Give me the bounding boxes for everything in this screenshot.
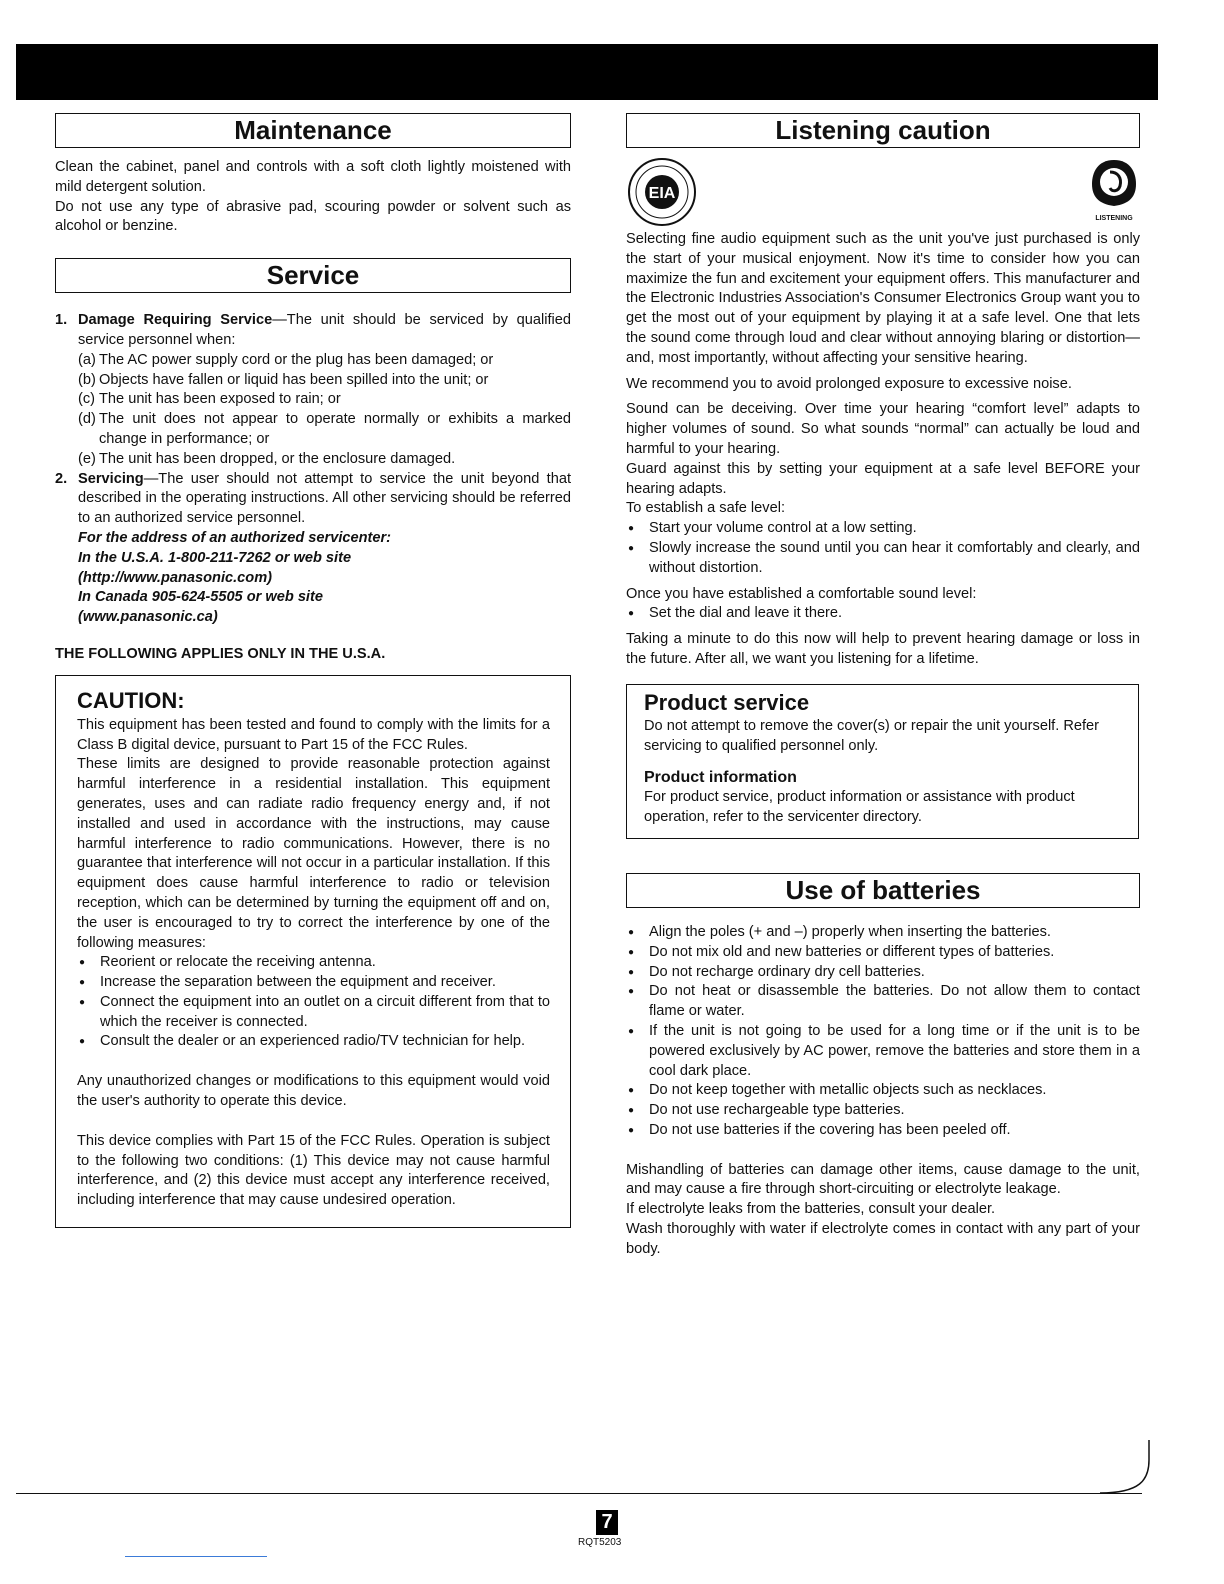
service-item-damage: [55, 311, 571, 469]
battery-rule: ● Do not keep together with metallic objects such as necklaces.: [626, 1081, 1140, 1101]
caution-box: [55, 675, 571, 1228]
service-subitem: [78, 351, 571, 371]
listening-para-5: To establish a safe level:: [626, 500, 785, 517]
header-bar: [16, 44, 1158, 100]
subitem-label: (b): [78, 371, 96, 388]
battery-rule: ● Do not recharge ordinary dry cell batteries.: [626, 963, 1140, 983]
listening-para-6: Once you have established a comfortable sound level:: [626, 585, 977, 602]
subitem-label: (c): [78, 391, 96, 408]
battery-rule: ● Align the poles (+ and –) properly when inserting the batteries.: [626, 923, 1140, 943]
svg-text:LISTENING: LISTENING: [1095, 215, 1133, 222]
caution-para-2: These limits are designed to provide reasonable protection against harmful interference in a residential installation. This equipment generates, uses and can radiate radio frequency energy and, if not installed and used in accordance with the instructions, may cause harmful interference to radio communications. However, there is no guarantee that interference will not occur in a particular installation. If this equipment does cause harmful interference to radio or television reception, which can be determined by turning the equipment off and on, the user is encouraged to try to correct the interference by one of the following measures:: [77, 756, 550, 951]
svg-text:EIA: EIA: [648, 185, 676, 202]
safe-level-step: ● Slowly increase the sound until you can hear it comfortably and clearly, and without distortion.: [626, 539, 1140, 579]
address-line: In the U.S.A. 1-800-211-7262 or web site: [78, 549, 352, 566]
service-item-servicing: [55, 470, 571, 628]
maintenance-para-1: Clean the cabinet, panel and controls with a soft cloth lightly moistened with mild detergent solution.: [55, 159, 571, 195]
subitem-text: The unit has been dropped, or the enclosure damaged.: [99, 450, 456, 467]
batteries-title: Use of batteries: [785, 874, 981, 905]
caution-para-1: This equipment has been tested and found to comply with the limits for a Class B digital device, pursuant to Part 15 of the FCC Rules.: [77, 716, 550, 753]
batteries-list: [626, 923, 1140, 1141]
listening-para-1: Selecting fine audio equipment such as the unit you've just purchased is only the start of your musical enjoyment. Now it's time to consider how you can maximize the fun and excitement your equipment offers. This manufacturer and the Electronic Industries Association's Consumer Electronics Group want you to get the most out of your equipment by playing it at a safe level. One that lets the sound come through loud and clear without annoying blaring or distortion—and, most importantly, without affecting your sensitive hearing.: [626, 231, 1140, 366]
service-subitem: [78, 390, 571, 410]
battery-rule: ● If the unit is not going to be used for a long time or if the unit is to be powered exclusively by AC power, remove the batteries and store them in a cool dark place.: [626, 1022, 1140, 1081]
address-link[interactable]: (www.panasonic.ca): [78, 609, 218, 626]
page-corner-curve: [1100, 1440, 1160, 1496]
eia-seal-icon: [626, 156, 698, 228]
listening-para-3: Sound can be deceiving. Over time your hearing “comfort level” adapts to higher volumes of sound. So what sounds “normal” can actually be loud and harmful to your hearing.: [626, 401, 1140, 457]
safe-level-step: ● Start your volume control at a low setting.: [626, 519, 1140, 539]
battery-rule: ● Do not use rechargeable type batteries.: [626, 1101, 1140, 1121]
product-info-text: For product service, product information or assistance with product operation, refer to the servicenter directory.: [644, 789, 1075, 826]
right-column: [626, 113, 1140, 1260]
service-subitem: [78, 410, 571, 450]
caution-para-3: Any unauthorized changes or modifications to this equipment would void the user's authority to operate this device.: [77, 1073, 550, 1110]
safe-level-steps: [626, 519, 1140, 578]
service-subitem: [78, 371, 571, 391]
listening-title: Listening caution: [775, 115, 991, 145]
service-item-text: —The user should not attempt to service the unit beyond that described in the operating instructions. All other servicing should be referred to an authorized service personnel.: [78, 470, 571, 527]
caution-measure: ● Consult the dealer or an experienced radio/TV technician for help.: [77, 1032, 550, 1052]
service-item-bold: Damage Requiring Service: [78, 312, 273, 329]
service-item-number: 2.: [55, 470, 68, 487]
address-line: In Canada 905-624-5505 or web site: [78, 589, 323, 606]
listening-para-7: Taking a minute to do this now will help to prevent hearing damage or loss in the future. After all, we want you listening for a lifetime.: [626, 631, 1140, 667]
batteries-para-3: Wash thoroughly with water if electrolyte comes in contact with any part of your body.: [626, 1221, 1140, 1257]
service-item-text: —The unit should be serviced by qualified service personnel when:: [78, 312, 571, 348]
batteries-heading: [626, 873, 1140, 908]
product-service-title: Product service: [644, 689, 810, 715]
caution-para-4: This device complies with Part 15 of the FCC Rules. Operation is subject to the following two conditions: (1) This device may not cause harmful interference, and (2) this device must accept any interference received, including interference that may cause undesired operation.: [77, 1132, 550, 1209]
listening-para-2: We recommend you to avoid prolonged exposure to excessive noise.: [626, 375, 1072, 392]
batteries-para-2: If electrolyte leaks from the batteries, consult your dealer.: [626, 1201, 996, 1218]
caution-title: CAUTION:: [77, 687, 185, 713]
maintenance-para-2: Do not use any type of abrasive pad, scouring powder or solvent such as alcohol or benzine.: [55, 198, 571, 235]
product-info-title: Product information: [644, 769, 797, 787]
left-column: [55, 113, 571, 1228]
caution-measure: ● Reorient or relocate the receiving antenna.: [77, 953, 550, 973]
batteries-para-1: Mishandling of batteries can damage other items, cause damage to the unit, and may cause a fire through short-circuiting or electrolyte leakage.: [626, 1161, 1140, 1198]
address-link[interactable]: (http://www.panasonic.com): [78, 569, 273, 586]
document-code: RQT5203: [578, 1537, 622, 1548]
page-number: 7: [596, 1510, 618, 1535]
subitem-text: Objects have fallen or liquid has been spilled into the unit; or: [99, 371, 489, 388]
service-item-number: 1.: [55, 312, 68, 329]
listening-para-4: Guard against this by setting your equipment at a safe level BEFORE your hearing adapts.: [626, 460, 1140, 497]
subitem-label: (d): [78, 411, 96, 428]
caution-measures-list: [77, 953, 550, 1052]
product-service-text: Do not attempt to remove the cover(s) or repair the unit yourself. Refer servicing to qualified personnel only.: [644, 717, 1100, 754]
address-line: For the address of an authorized servicenter:: [78, 529, 392, 546]
subitem-text: The unit does not appear to operate normally or exhibits a marked change in performance; or: [99, 411, 571, 447]
subitem-label: (a): [78, 351, 96, 368]
subitem-label: (e): [78, 450, 96, 467]
footer-blue-line: [125, 1556, 267, 1557]
service-heading: [55, 258, 571, 293]
battery-rule: ● Do not heat or disassemble the batteries. Do not allow them to contact flame or water.: [626, 982, 1140, 1022]
service-list: [55, 311, 571, 628]
caution-measure: ● Increase the separation between the equipment and receiver.: [77, 973, 550, 993]
subitem-text: The AC power supply cord or the plug has been damaged; or: [99, 351, 494, 368]
subitem-text: The unit has been exposed to rain; or: [99, 391, 341, 408]
battery-rule: ● Do not use batteries if the covering has been peeled off.: [626, 1121, 1140, 1141]
service-subitem: [78, 450, 571, 470]
maintenance-heading: [55, 113, 571, 148]
listening-heading: [626, 113, 1140, 148]
maintenance-title: Maintenance: [234, 115, 392, 145]
comfort-level-steps: [626, 604, 1140, 624]
usa-only-heading: THE FOLLOWING APPLIES ONLY IN THE U.S.A.: [55, 645, 386, 662]
footer-rule: [16, 1493, 1142, 1494]
battery-rule: ● Do not mix old and new batteries or different types of batteries.: [626, 943, 1140, 963]
comfort-level-step: ● Set the dial and leave it there.: [626, 604, 1140, 624]
logos-row: [626, 156, 1140, 234]
listening-seal-icon: [1088, 156, 1140, 228]
service-item-bold: Servicing: [78, 470, 144, 487]
product-service-box: [626, 684, 1139, 839]
service-title: Service: [266, 260, 360, 291]
caution-measure: ● Connect the equipment into an outlet on a circuit different from that to which the receiver is connected.: [77, 993, 550, 1033]
